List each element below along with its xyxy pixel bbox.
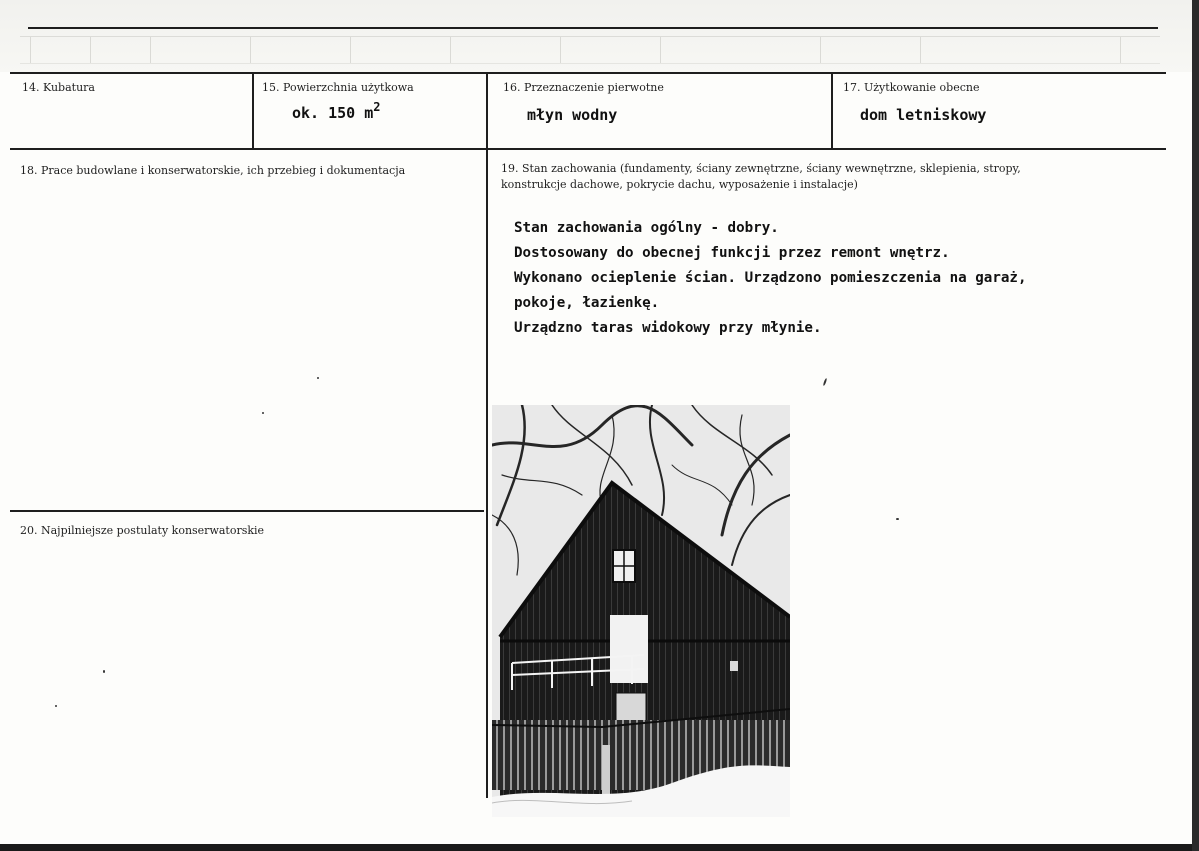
state-line: Stan zachowania ogólny - dobry. <box>514 220 779 236</box>
field-17-label: 17. Użytkowanie obecne <box>843 81 980 94</box>
field-20-label: 20. Najpilniejsze postulaty konserwatorskie <box>20 524 265 537</box>
row-divider-left <box>10 510 484 512</box>
field-19-label: 19. Stan zachowania (fundamenty, ściany zewnętrzne, ściany wewnętrzne, sklepienia, stropy, konstrukcje dachowe, pokrycie dachu, wyposażenie i instalacje) <box>501 162 1021 191</box>
field-16-label: 16. Przeznaczenie pierwotne <box>503 81 664 94</box>
photo-wooden-mill-house <box>492 405 790 817</box>
field-19-text <box>514 216 1027 341</box>
field-18-label: 18. Prace budowlane i konserwatorskie, ich przebieg i dokumentacja <box>20 164 406 177</box>
scan-speck <box>896 518 899 520</box>
field-15-value: ok. 150 $m^2$ <box>292 100 381 122</box>
state-line: Urządzno taras widokowy przy młynie. <box>514 320 822 336</box>
state-line: pokoje, łazienkę. <box>514 295 660 311</box>
scan-speck <box>262 412 264 414</box>
field-17-value: dom letniskowy <box>860 106 987 124</box>
col-divider-2 <box>486 73 488 798</box>
scan-edge-right <box>1192 0 1199 851</box>
house-photo-svg <box>492 405 790 817</box>
row-divider-top <box>10 72 1166 74</box>
state-line: Wykonano ocieplenie ścian. Urządzono pomieszczenia na garaż, <box>514 270 1027 286</box>
scan-speck <box>823 378 828 386</box>
top-rule <box>28 27 1158 29</box>
field-15-label: 15. Powierzchnia użytkowa <box>262 81 414 94</box>
scan-header-area <box>0 0 1199 72</box>
scan-edge-bottom <box>0 844 1199 851</box>
scan-speck <box>103 670 105 673</box>
scan-speck <box>317 377 319 379</box>
col-divider-1 <box>252 73 254 149</box>
field-16-value: młyn wodny <box>527 106 618 124</box>
ghost-table-row <box>20 36 1160 64</box>
row-divider-mid <box>10 148 1166 150</box>
state-line: Dostosowany do obecnej funkcji przez remont wnętrz. <box>514 245 950 261</box>
col-divider-3 <box>831 73 833 149</box>
scan-speck <box>55 705 57 707</box>
field-14-label: 14. Kubatura <box>22 81 95 94</box>
